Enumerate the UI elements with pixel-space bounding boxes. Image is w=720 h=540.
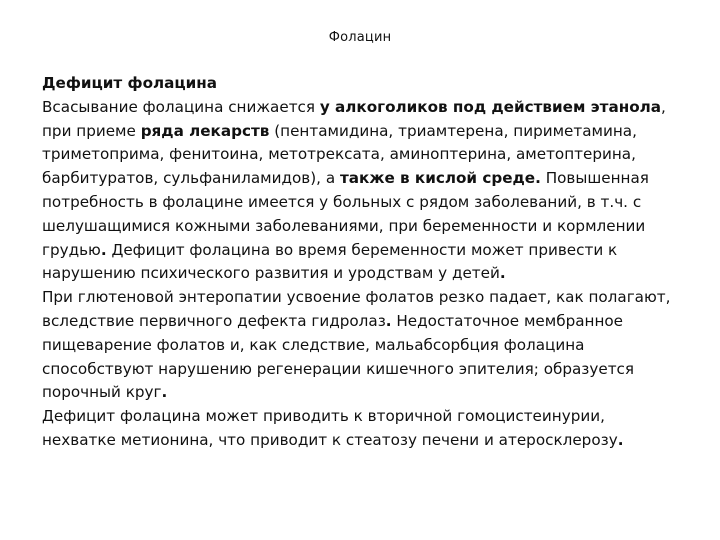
bold-span: . [617, 430, 624, 449]
paragraph-consequences [42, 405, 682, 453]
bold-span: . [385, 311, 392, 330]
bold-span: ряда лекарств [140, 121, 270, 140]
text-span: Недостаточное мембранное пищеварение фолатов и, как следствие, мальабсорбция фолацина способствуют нарушению регенерации кишечного эпителия; образуется порочный круг [42, 311, 635, 402]
bold-span: . [499, 264, 506, 283]
text-span: Дефицит фолацина может приводить к вторичной гомоцистеинурии, нехватке метионина, что приводит к стеатозу печени и атеросклерозу [42, 407, 618, 449]
section-heading: Дефицит фолацина [42, 74, 218, 92]
text-span: , при приеме [42, 97, 666, 140]
slide-title: Фолацин [328, 30, 392, 45]
text-span: При глютеновой энтеропатии усвоение фолатов резко падает, как полагают, вследствие первичного дефекта гидролаз [42, 288, 671, 330]
text-span: (пентамидина, триамтерена, пириметамина, триметоприма, фенитоина, метотрексата, аминоптерина, аметоптерина, барбитуратов, сульфаниламидов), а [42, 121, 637, 188]
bold-span: у алкоголиков под действием этанола [319, 97, 662, 116]
bold-span: также в кислой среде. [339, 169, 541, 188]
text-span: Повышенная потребность в фолацине имеется у больных с рядом заболеваний, в т.ч. с шелушащимися кожными заболеваниями, при беременности и кормлении грудью [42, 169, 649, 259]
slide-body [42, 72, 682, 453]
paragraph-absorption [42, 96, 682, 286]
bold-span: . [100, 240, 107, 259]
text-span: Всасывание фолацина снижается [42, 97, 320, 116]
paragraph-enteropathy [42, 286, 682, 405]
text-span: Дефицит фолацина во время беременности может привести к нарушению психического развития и уродствам у детей [42, 240, 618, 283]
bold-span: . [161, 383, 168, 402]
